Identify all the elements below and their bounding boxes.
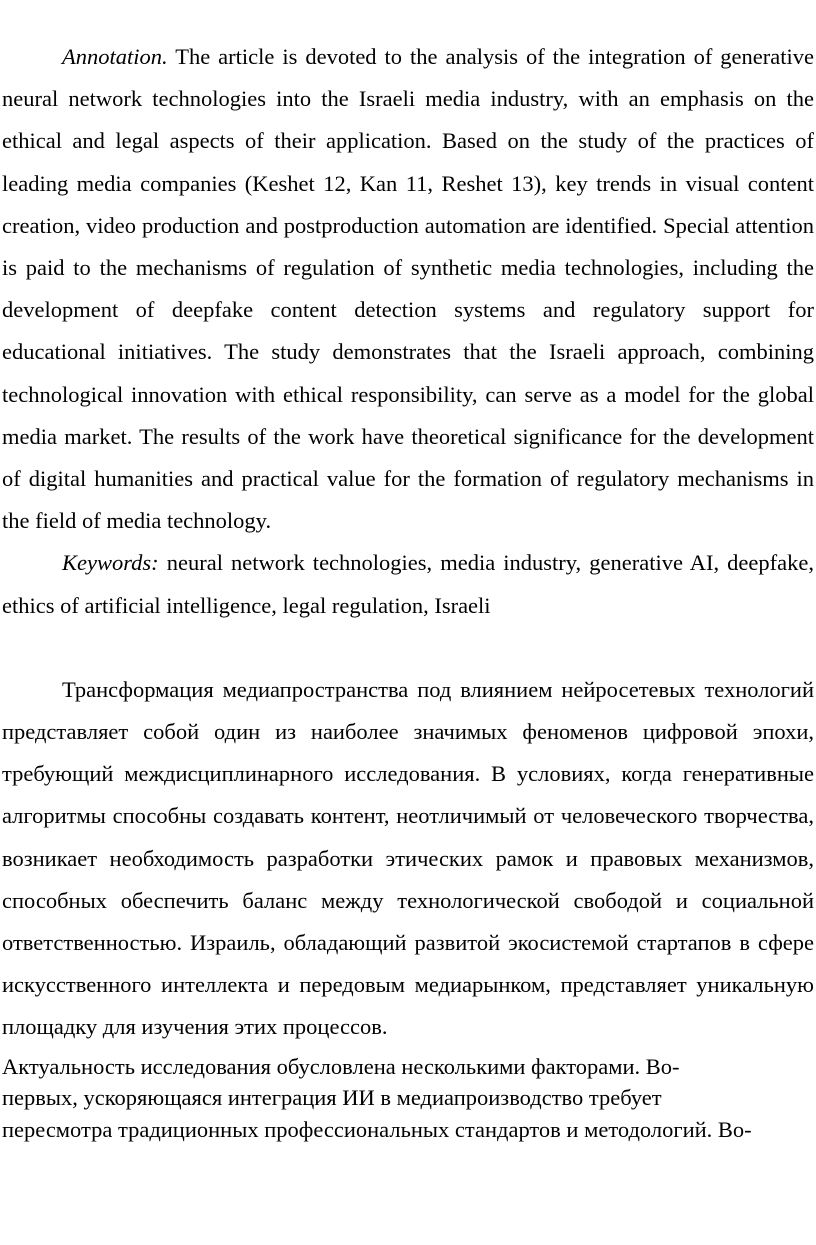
annotation-paragraph: [2, 36, 814, 542]
keywords-paragraph: [2, 542, 814, 626]
annotation-text: The article is devoted to the analysis of the integration of generative neural network technologies into the Israeli media industry, with an emphasis on the ethical and legal aspects of their application. Based on the study of the practices of leading media companies (Keshet 12, Kan 11, Reshet 13), key trends in visual content creation, video production and postproduction automation are identified. Special attention is paid to the mechanisms of regulation of synthetic media technologies, including the development of deepfake content detection systems and regulatory support for educational initiatives. The study demonstrates that the Israeli approach, combining technological innovation with ethical responsibility, can serve as a model for the global media market. The results of the work have theoretical significance for the development of digital humanities and practical value for the formation of regulatory mechanisms in the field of media technology.: [2, 44, 814, 534]
keywords-label: Keywords:: [62, 550, 159, 576]
relevance-line: пересмотра традиционных профессиональных стандартов и методологий. Во-: [2, 1116, 752, 1142]
relevance-line: первых, ускоряющаяся интеграция ИИ в медиапроизводство требует: [2, 1085, 662, 1111]
annotation-label: Annotation.: [62, 44, 168, 69]
keywords-text: neural network technologies, media industry, generative AI, deepfake, ethics of artificial intelligence, legal regulation, Israeli: [2, 550, 814, 618]
intro-paragraph: Трансформация медиапространства под влиянием нейросетевых технологий представляет собой один из наиболее значимых феноменов цифровой эпохи, требующий междисциплинарного исследования. В условиях, когда генеративные алгоритмы способны создавать контент, неотличимый от человеческого творчества, возникает необходимость разработки этических рамок и правовых механизмов, способных обеспечить баланс между технологической свободой и социальной ответственностью. Израиль, обладающий развитой экосистемой стартапов в сфере искусственного интеллекта и передовым медиарынком, представляет уникальную площадку для изучения этих процессов.: [2, 676, 814, 1040]
relevance-paragraph: [2, 1049, 814, 1146]
relevance-line: Актуальность исследования обусловлена несколькими факторами. Во-: [2, 1053, 680, 1079]
section-gap: [2, 627, 814, 669]
